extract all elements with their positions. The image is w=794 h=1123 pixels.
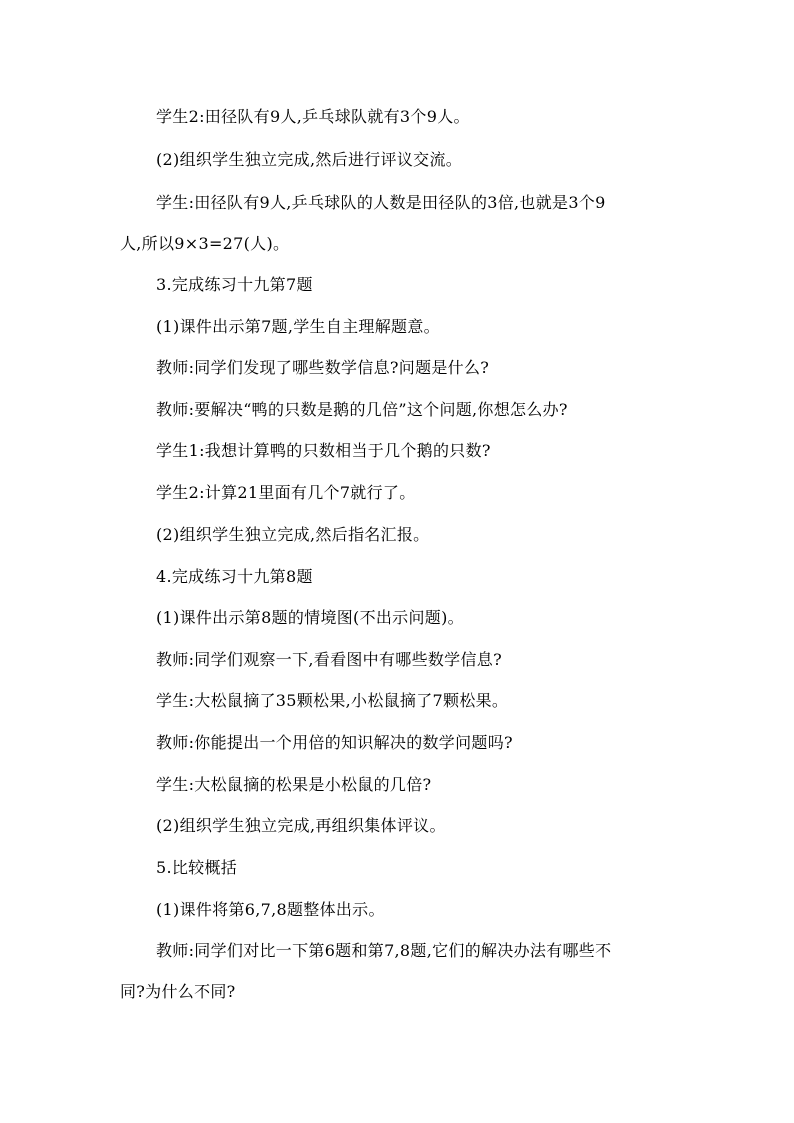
paragraph-line: 学生1:我想计算鸭的只数相当于几个鹅的只数? <box>156 441 491 460</box>
paragraph-line: 教师:同学们对比一下第6题和第7,8题,它们的解决办法有哪些不 <box>156 941 612 960</box>
paragraph-line: 教师:同学们观察一下,看看图中有哪些数学信息? <box>156 650 502 669</box>
paragraph-line: 学生:田径队有9人,乒乓球队的人数是田径队的3倍,也就是3个9 <box>156 193 606 212</box>
paragraph-line: (2)组织学生独立完成,再组织集体评议。 <box>156 816 446 835</box>
paragraph-line: 教师:同学们发现了哪些数学信息?问题是什么? <box>156 358 490 377</box>
paragraph-line: 学生:大松鼠摘了35颗松果,小松鼠摘了7颗松果。 <box>156 691 509 710</box>
section-heading: 4.完成练习十九第8题 <box>156 567 313 586</box>
section-heading: 5.比较概括 <box>156 858 238 877</box>
paragraph-line: 人,所以9×3=27(人)。 <box>120 234 290 253</box>
paragraph-line: (2)组织学生独立完成,然后进行评议交流。 <box>156 150 463 169</box>
paragraph-line: 学生2:田径队有9人,乒乓球队就有3个9人。 <box>156 107 470 126</box>
paragraph-line: 学生:大松鼠摘的松果是小松鼠的几倍? <box>156 775 432 794</box>
paragraph-line: 学生2:计算21里面有几个7就行了。 <box>156 483 416 502</box>
section-heading: 3.完成练习十九第7题 <box>156 275 313 294</box>
paragraph-line: (2)组织学生独立完成,然后指名汇报。 <box>156 525 430 544</box>
paragraph-line: 教师:你能提出一个用倍的知识解决的数学问题吗? <box>156 733 513 752</box>
paragraph-line: (1)课件出示第8题的情境图(不出示问题)。 <box>156 608 464 627</box>
paragraph-line: 教师:要解决“鸭的只数是鹅的几倍”这个问题,你想怎么办? <box>156 400 568 419</box>
paragraph-line: 同?为什么不同? <box>120 982 236 1001</box>
paragraph-line: (1)课件出示第7题,学生自主理解题意。 <box>156 317 440 336</box>
paragraph-line: (1)课件将第6,7,8题整体出示。 <box>156 900 385 919</box>
